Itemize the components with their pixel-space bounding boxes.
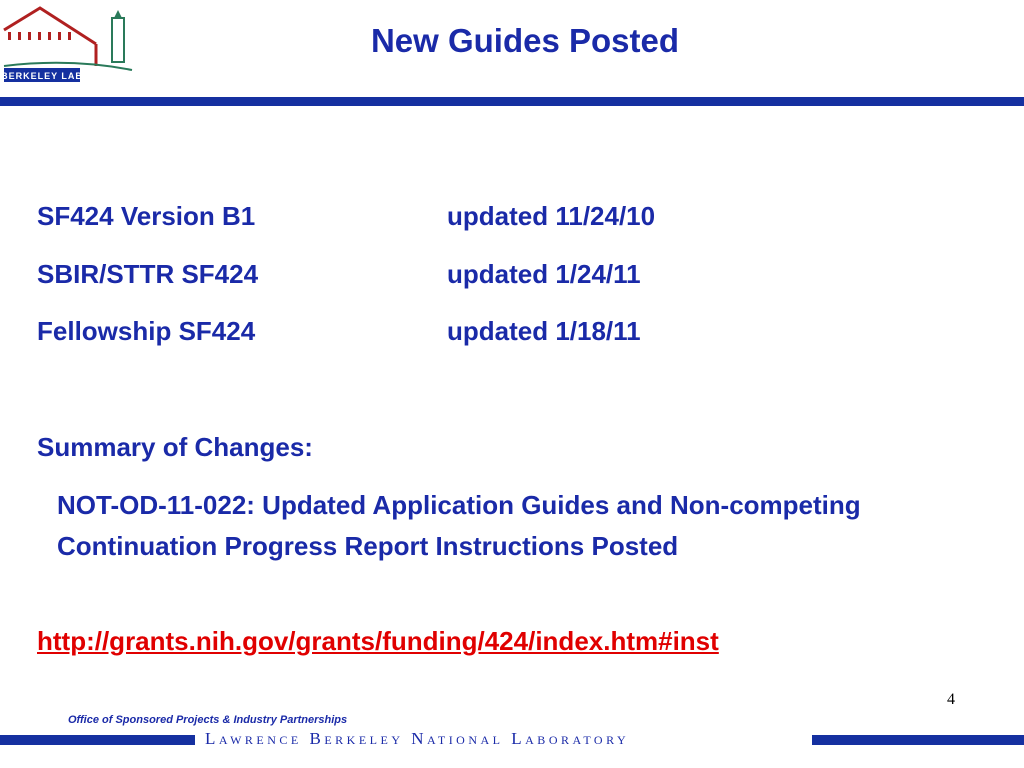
guide-name: SF424 Version B1 [37,201,256,231]
guide-updated: updated 11/24/10 [447,201,656,231]
footer-bar-right [812,735,1024,745]
slide-title: New Guides Posted [370,22,680,59]
guide-name: Fellowship SF424 [37,316,256,346]
logo-text: BERKELEY LAB [1,71,83,81]
office-name: Office of Sponsored Projects & Industry Partnerships [68,714,348,726]
nih-guides-link[interactable]: http://grants.nih.gov/grants/funding/424/index.htm#inst [37,626,719,656]
guide-row [37,201,655,232]
guide-row [37,259,641,290]
footer-bar-left [0,735,195,745]
summary-title: Summary of Changes: [37,432,313,462]
guide-updated: updated 1/24/11 [447,259,641,289]
guide-updated: updated 1/18/11 [447,316,641,346]
footer-lab-name: Lawrence Berkeley National Laboratory [205,729,630,748]
header-divider [0,97,1024,106]
page-number: 4 [947,691,955,708]
summary-text: NOT-OD-11-022: Updated Application Guides and Non-competing Continuation Progress Report Instructions Posted [57,490,861,561]
guide-name: SBIR/STTR SF424 [37,259,259,289]
guide-row [37,316,641,347]
